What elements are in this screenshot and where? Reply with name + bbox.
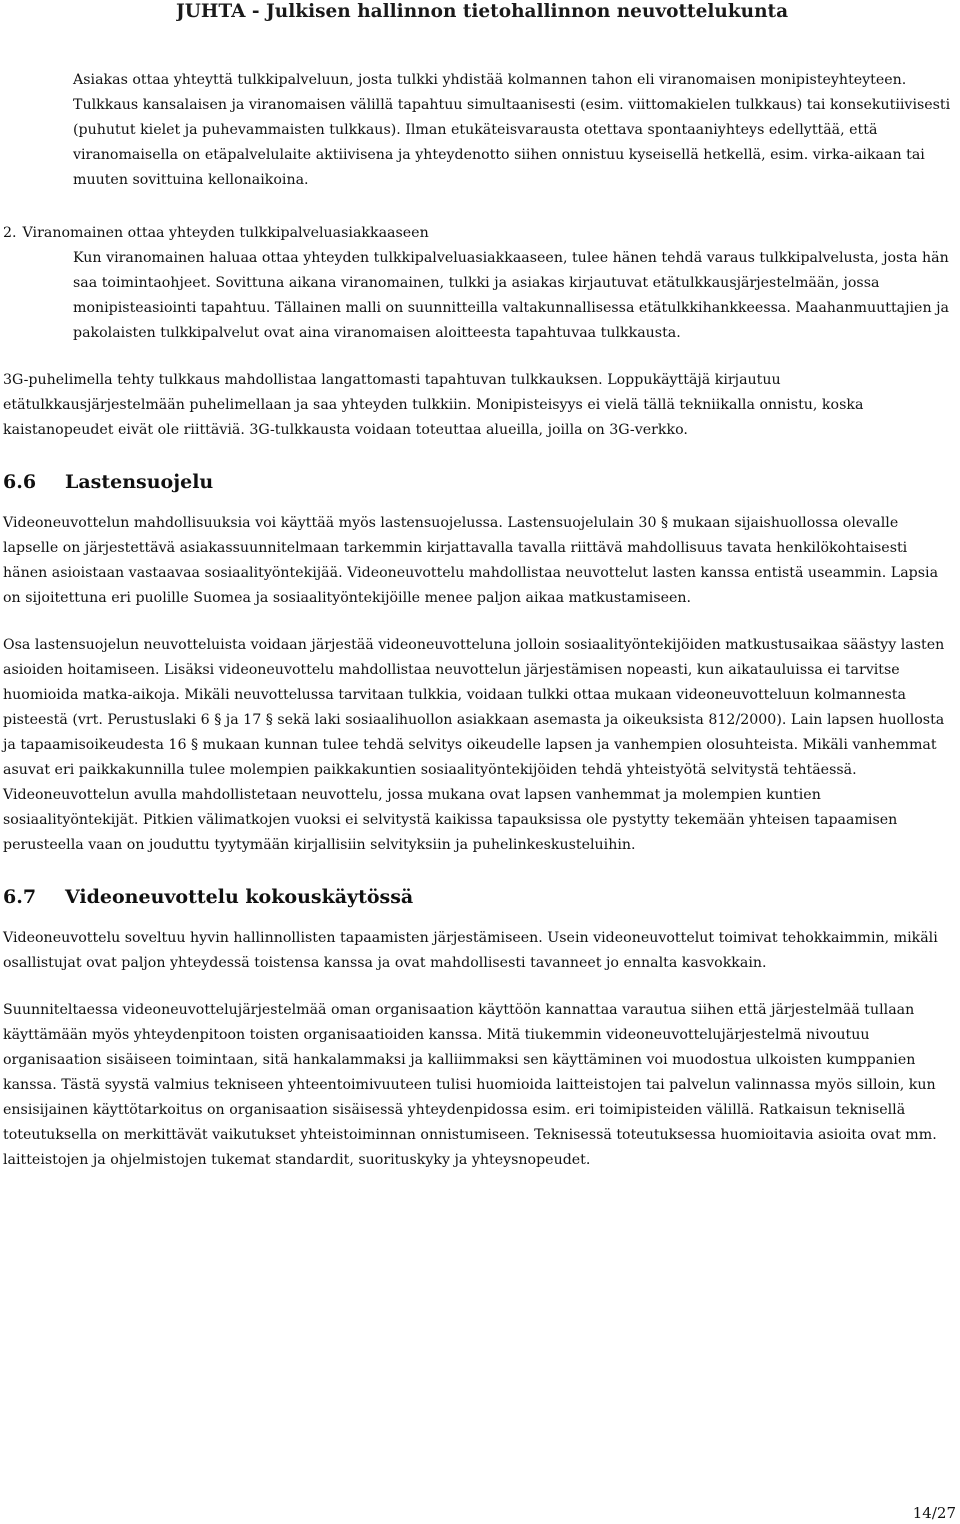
document-header: JUHTA - Julkisen hallinnon tietohallinnon neuvottelukunta [176, 1, 789, 22]
section-number: 6.7 [3, 886, 37, 908]
section-heading-6-7 [3, 882, 951, 912]
section-title: Lastensuojelu [65, 471, 214, 493]
item-title: Viranomainen ottaa yhteyden tulkkipalveluasiakkaaseen [22, 225, 429, 241]
paragraph-3g: 3G-puhelimella tehty tulkkaus mahdollistaa langattomasti tapahtuvan tulkkauksen. Loppukäyttäjä kirjautuu etätulkkausjärjestelmään puhelimellaan ja saa yhteyden tulkkiin. Monipisteisyys ei vielä tällä tekniikalla onnistu, koska kaistanopeudet eivät ole riittäviä. 3G-tulkkausta voidaan toteuttaa alueilla, joilla on 3G-verkko. [3, 372, 864, 438]
item-text: Kun viranomainen haluaa ottaa yhteyden tulkkipalveluasiakkaaseen, tulee hänen tehdä varaus tulkkipalvelusta, josta hän saa toimintaohjeet. Sovittuna aikana viranomainen, tulkki ja asiakas kirjautuvat etätulkkausjärjestelmään, jossa monipisteasiointi tapahtuu. Tällainen malli on suunnitteilla valtakunnallisessa etätulkkihankkeessa. Maahanmuuttajien ja pakolaisten tulkkipalvelut ovat aina viranomaisen aloitteesta tapahtuvaa tulkkausta. [73, 250, 949, 341]
intro-paragraph: Asiakas ottaa yhteyttä tulkkipalveluun, josta tulkki yhdistää kolmannen tahon eli viranomaisen monipisteyhteyteen. Tulkkaus kansalaisen ja viranomaisen välillä tapahtuu simultaanisesti (esim. viittomakielen tulkkaus) tai konsekutiivisesti (puhutut kielet ja puhevammaisten tulkkaus). Ilman etukäteisvarausta otettava spontaaniyhteys edellyttää, että viranomaisella on etäpalvelulaite aktiivisena ja yhteydenotto siihen onnistuu kyseisellä hetkellä, esim. virka-aikaan tai muuten sovittuina kellonaikoina. [73, 72, 951, 188]
item-number: 2. [3, 225, 17, 241]
section-title: Videoneuvottelu kokouskäytössä [65, 886, 414, 908]
section-6-7-paragraph: Videoneuvottelu soveltuu hyvin hallinnollisten tapaamisten järjestämiseen. Usein videoneuvottelut toimivat tehokkaimmin, mikäli osallistujat ovat paljon yhteydessä toistensa kanssa ja ovat mahdollisesti tavanneet jo ennalta kasvokkain. [3, 930, 938, 971]
page-number: 14/27 [912, 1504, 956, 1522]
section-6-6-paragraph: Videoneuvottelun mahdollisuuksia voi käyttää myös lastensuojelussa. Lastensuojelulain 30 § mukaan sijaishuollossa olevalle lapselle on järjestettävä asiakassuunnitelmaan tarkemmin kirjattavalla tavalla riittävä mahdollisuus tavata henkilökohtaisesti hänen asioistaan vastaavaa sosiaalityöntekijää. Videoneuvottelu mahdollistaa neuvottelut lasten kanssa entistä useammin. Lapsia on sijoitettuna eri puolille Suomea ja sosiaalityöntekijöille menee paljon aikaa matkustamiseen. [3, 515, 939, 606]
document-body [3, 68, 951, 1173]
section-6-7-paragraph: Suunniteltaessa videoneuvottelujärjestelmää oman organisaation käyttöön kannattaa varautua siihen että järjestelmää tullaan käyttämään myös yhteydenpitoon toisten organisaatioiden kanssa. Mitä tiukemmin videoneuvottelujärjestelmä nivoutuu organisaation sisäiseen toimintaan, sitä hankalammaksi ja kalliimmaksi sen käyttäminen voi muodostua ulkoisten kumppanien kanssa. Tästä syystä valmius tekniseen yhteentoimivuuteen tulisi huomioida laitteistojen tai palvelun valinnassa myös silloin, kun ensisijainen käyttötarkoitus on organisaation sisäisessä yhteydenpidossa esim. eri toimipisteiden välillä. Ratkaisun teknisellä toteutuksella on merkittävät vaikutukset yhteistoiminnan onnistumiseen. Teknisessä toteutuksessa huomioitavia asioita ovat mm. laitteistojen ja ohjelmistojen tukemat standardit, suorituskyky ja yhteysnopeudet. [3, 1002, 937, 1168]
section-number: 6.6 [3, 471, 37, 493]
section-heading-6-6 [3, 467, 951, 497]
numbered-item-2 [3, 221, 951, 346]
section-6-6-paragraph: Osa lastensuojelun neuvotteluista voidaan järjestää videoneuvotteluna jolloin sosiaalityöntekijöiden matkustusaikaa säästyy lasten asioiden hoitamiseen. Lisäksi videoneuvottelu mahdollistaa neuvottelun järjestämisen nopeasti, kun aikatauluissa ei tarvitse huomioida matka-aikoja. Mikäli neuvottelussa tarvitaan tulkkia, voidaan tulkki ottaa mukaan videoneuvotteluun kolmannesta pisteestä (vrt. Perustuslaki 6 § ja 17 § sekä laki sosiaalihuollon asiakkaan asemasta ja oikeuksista 812/2000). Lain lapsen huollosta ja tapaamisoikeudesta 16 § mukaan kunnan tulee tehdä selvitys oikeudelle lapsen ja vanhempien olosuhteista. Mikäli vanhemmat asuvat eri paikkakunnilla tulee molempien paikkakuntien sosiaalityöntekijöiden tehdä yhteistyötä selvitystä tehtäessä. Videoneuvottelun avulla mahdollistetaan neuvottelu, jossa mukana ovat lapsen vanhemmat ja molempien kuntien sosiaalityöntekijät. Pitkien välimatkojen vuoksi ei selvitystä kaikissa tapauksissa ole pystytty tekemään yhteisen tapaamisen perusteella vaan on jouduttu tyytymään kirjallisiin selvityksiin ja puhelinkeskusteluihin. [3, 637, 945, 853]
